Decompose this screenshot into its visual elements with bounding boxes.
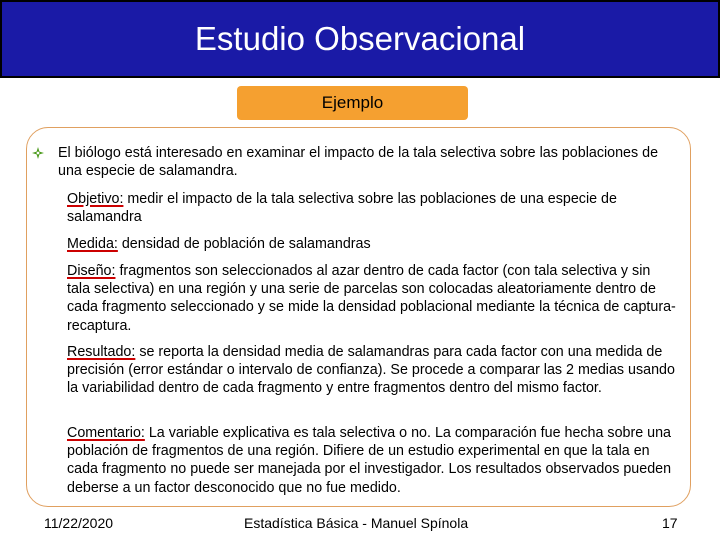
title-bar	[0, 0, 720, 78]
ejemplo-label: Ejemplo	[321, 93, 384, 112]
item-resultado	[67, 343, 677, 398]
item-diseno-text: fragmentos son seleccionados al azar dentro de cada factor (con tala selectiva y sin tala selectiva) en una región y una serie de parcelas son colocadas aleatoriamente dentro de cada fragmento seleccionado y se mide la densidad poblacional mediante la técnica de captura-recaptura.	[67, 263, 676, 334]
item-medida-label: Medida:	[67, 236, 118, 252]
slide-title: Estudio Observacional	[194, 20, 526, 57]
item-resultado-text: se reporta la densidad media de salamandras para cada factor con una medida de precisión (error estándar o intervalo de confianza). Se procede a comparar las 2 medias usando la variabilidad dentro de cada fragmento y entre fragmentos dentro del mismo factor.	[67, 344, 675, 397]
item-medida-text: densidad de población de salamandras	[117, 236, 371, 252]
item-medida	[67, 235, 677, 253]
main-bullet-text: El biólogo está interesado en examinar el impacto de la tala selectiva sobre las poblaciones de una especie de salamandra.	[58, 145, 659, 179]
item-objetivo	[67, 190, 677, 226]
footer-page-number: 17	[662, 515, 678, 531]
item-objetivo-text: medir el impacto de la tala selectiva sobre las poblaciones de una especie de salamandra	[67, 191, 617, 226]
footer-course: Estadística Básica - Manuel Spínola	[244, 515, 469, 531]
item-objetivo-label: Objetivo:	[67, 191, 124, 207]
diamond-bullet-icon	[32, 147, 44, 159]
footer-date: 11/22/2020	[44, 515, 114, 531]
item-diseno	[67, 262, 677, 335]
item-resultado-label: Resultado:	[67, 344, 136, 360]
item-comentario-label: Comentario:	[67, 425, 145, 441]
item-comentario	[67, 424, 677, 497]
main-bullet	[32, 144, 672, 180]
item-diseno-label: Diseño:	[67, 263, 116, 279]
ejemplo-box	[237, 86, 468, 120]
item-comentario-text: La variable explicativa es tala selectiva o no. La comparación fue hecha sobre una población de fragmentos de una región. Difiere de un estudio experimental en que la tala en cada fragmento no puede ser manejada por el investigador. Los resultados observados pueden deberse a un factor desconocido que no fue medido.	[67, 425, 672, 496]
